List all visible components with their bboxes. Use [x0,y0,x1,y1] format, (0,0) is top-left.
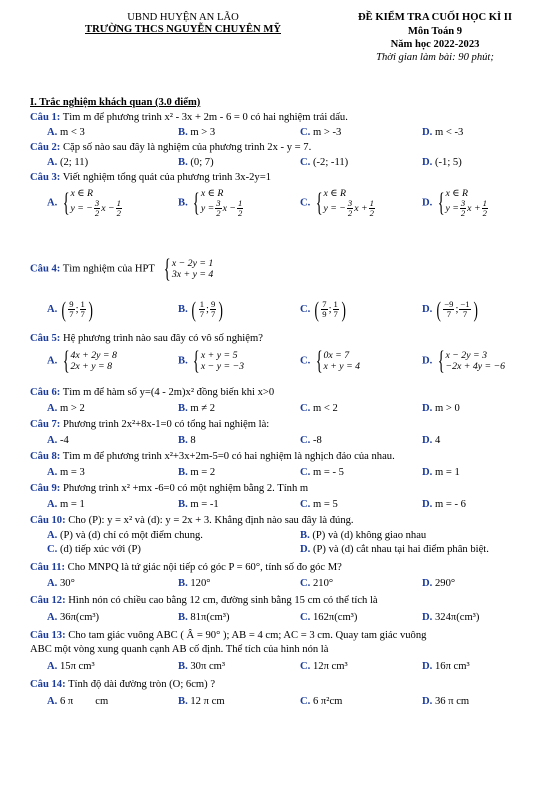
q7-option-c: C. -8 [300,435,322,446]
q8-option-b: B. m = 2 [178,467,216,478]
q2-option-a: A. (2; 11) [47,157,89,168]
q3-option-a: A. { x ∈ R y = − $\frac{3}{2}$ x − $\frac{1}{2}$ [47,188,121,218]
q11-option-b: B. 120° [178,578,211,589]
q6-option-c: C. m < 2 [300,403,338,414]
q9-option-a: A. m = 1 [47,499,85,510]
q6-option-a: A. m > 2 [47,403,85,414]
q9-option-d: D. m = - 6 [422,499,466,510]
q2-option-d: D. (-1; 5) [422,157,462,168]
q8-option-d: D. m = 1 [422,467,460,478]
question-8: Câu 8: Tìm m để phương trình x²+3x+2m-5=0 có hai nghiệm là nghịch đảo của nhau. [30,451,395,462]
q11-option-a: A. 30° [47,578,75,589]
q4-option-b: B. ( $\frac{1}{7}$ ; $\frac{9}{7}$ ) [178,296,224,322]
q13-option-b: B. 30π cm³ [178,661,226,672]
q10-option-b: B. (P) và (d) không giao nhau [300,530,427,541]
q3-option-c: C. { x ∈ R y = − $\frac{3}{2}$ x + $\frac{1}{2}$ [300,188,374,218]
q10-option-a: A. (P) và (d) chỉ có một điểm chung. [47,530,203,541]
department-name: UBND HUYỆN AN LÃO [127,12,239,23]
q1-option-a: A. m < 3 [47,127,85,138]
exam-title: ĐỀ KIỂM TRA CUỐI HỌC KÌ II [357,12,513,23]
q9-option-b: B. m = -1 [178,499,219,510]
exam-subject: Môn Toán 9 [407,26,463,37]
q6-option-b: B. m ≠ 2 [178,403,216,414]
q12-option-b: B. 81π(cm³) [178,612,230,623]
q10-option-c: C. (d) tiếp xúc với (P) [47,544,141,555]
q2-option-c: C. (-2; -11) [300,157,349,168]
school-year: Năm học 2022-2023 [390,39,480,50]
q2-option-b: B. (0; 7) [178,157,214,168]
q6-option-d: D. m > 0 [422,403,460,414]
q1-option-d: D. m < -3 [422,127,464,138]
question-5: Câu 5: Hệ phương trình nào sau đây có vô số nghiệm? [30,333,263,344]
q3-option-b: B. { x ∈ R y = $\frac{3}{2}$ x − $\frac{1}{2}$ [178,188,243,218]
q5-option-c: C. { 0x = 7 x + y = 4 [300,346,361,375]
q1-option-b: B. m > 3 [178,127,216,138]
question-13: Câu 13: Cho tam giác vuông ABC ( Â = 90° ); AB = 4 cm; AC = 3 cm. Quay tam giác vuông [30,630,427,641]
q11-option-c: C. 210° [300,578,334,589]
q9-option-c: C. m = 5 [300,499,338,510]
q7-option-a: A. -4 [47,435,69,446]
q7-option-b: B. 8 [178,435,196,446]
q13-option-d: D. 16π cm³ [422,661,470,672]
question-9: Câu 9: Phương trình x² +mx -6=0 có một nghiệm bằng 2. Tính m [30,483,309,494]
q14-option-a: A. 6 π cm [47,696,109,707]
q7-option-d: D. 4 [422,435,441,446]
question-4: Câu 4: Tìm nghiệm của HPT { x − 2y = 1 3x + y = 4 [30,254,214,283]
exam-duration: Thời gian làm bài: 90 phút; [376,52,494,63]
q12-option-c: C. 162π(cm³) [300,612,358,623]
question-12: Câu 12: Hình nón có chiều cao bằng 12 cm, đường sinh bằng 15 cm có thể tích là [30,595,378,606]
q11-option-d: D. 290° [422,578,456,589]
q4-option-c: C. ( $\frac{7}{9}$ ; $\frac{1}{7}$ ) [300,296,346,322]
q1-option-c: C. m > -3 [300,127,342,138]
q14-option-b: B. 12 π cm [178,696,225,707]
question-2: Câu 2: Cặp số nào sau đây là nghiệm của phương trình 2x - y = 7. [30,142,312,153]
school-name: TRƯỜNG THCS NGUYỄN CHUYÊN MỸ [85,24,281,35]
q5-option-a: A. { 4x + 2y = 8 2x + y = 8 [47,346,117,375]
q14-option-c: C. 6 π²cm [300,696,343,707]
question-14: Câu 14: Tính độ dài đường tròn (O; 6cm) ? [30,679,216,690]
question-1: Câu 1: Tìm m để phương trình x² - 3x + 2m - 6 = 0 có hai nghiệm trái dấu. [30,112,348,123]
question-11: Câu 11: Cho MNPQ là tứ giác nội tiếp có góc P = 60°, tính số đo góc M? [30,562,342,573]
q4-option-d: D. ( $\frac{-9}{7}$ ; $\frac{-1}{7}$ ) [422,296,478,322]
q8-option-a: A. m = 3 [47,467,85,478]
q10-option-d: D. (P) và (d) cắt nhau tại hai điểm phân biệt. [300,544,489,555]
question-10: Câu 10: Cho (P): y = x² và (d): y = 2x + 3. Khẳng định nào sau đây là đúng. [30,515,354,526]
question-7: Câu 7: Phương trình 2x²+8x-1=0 có tổng hai nghiệm là: [30,419,270,430]
section-title: I. Trắc nghiệm khách quan (3.0 điểm) [30,97,201,108]
question-6: Câu 6: Tìm m để hàm số y=(4 - 2m)x² đồng biến khi x>0 [30,387,275,398]
q13-option-c: C. 12π cm³ [300,661,348,672]
q5-option-b: B. { x + y = 5 x − y = −3 [178,346,245,375]
question-13-continued: ABC một vòng xung quanh cạnh AB cố định. Thể tích của hình nón là [30,644,329,655]
q12-option-a: A. 36π(cm³) [47,612,100,623]
q5-option-d: D. { x − 2y = 3 −2x + 4y = −6 [422,346,506,375]
q8-option-c: C. m = - 5 [300,467,344,478]
q3-option-d: D. { x ∈ R y = $\frac{3}{2}$ x + $\frac{1}{2}$ [422,188,487,218]
q14-option-d: D. 36 π cm [422,696,470,707]
q13-option-a: A. 15π cm³ [47,661,95,672]
q12-option-d: D. 324π(cm³) [422,612,480,623]
q4-option-a: A. ( $\frac{9}{7}$ ; $\frac{1}{7}$ ) [47,296,93,322]
question-3: Câu 3: Viết nghiệm tổng quát của phương trình 3x-2y=1 [30,172,271,183]
